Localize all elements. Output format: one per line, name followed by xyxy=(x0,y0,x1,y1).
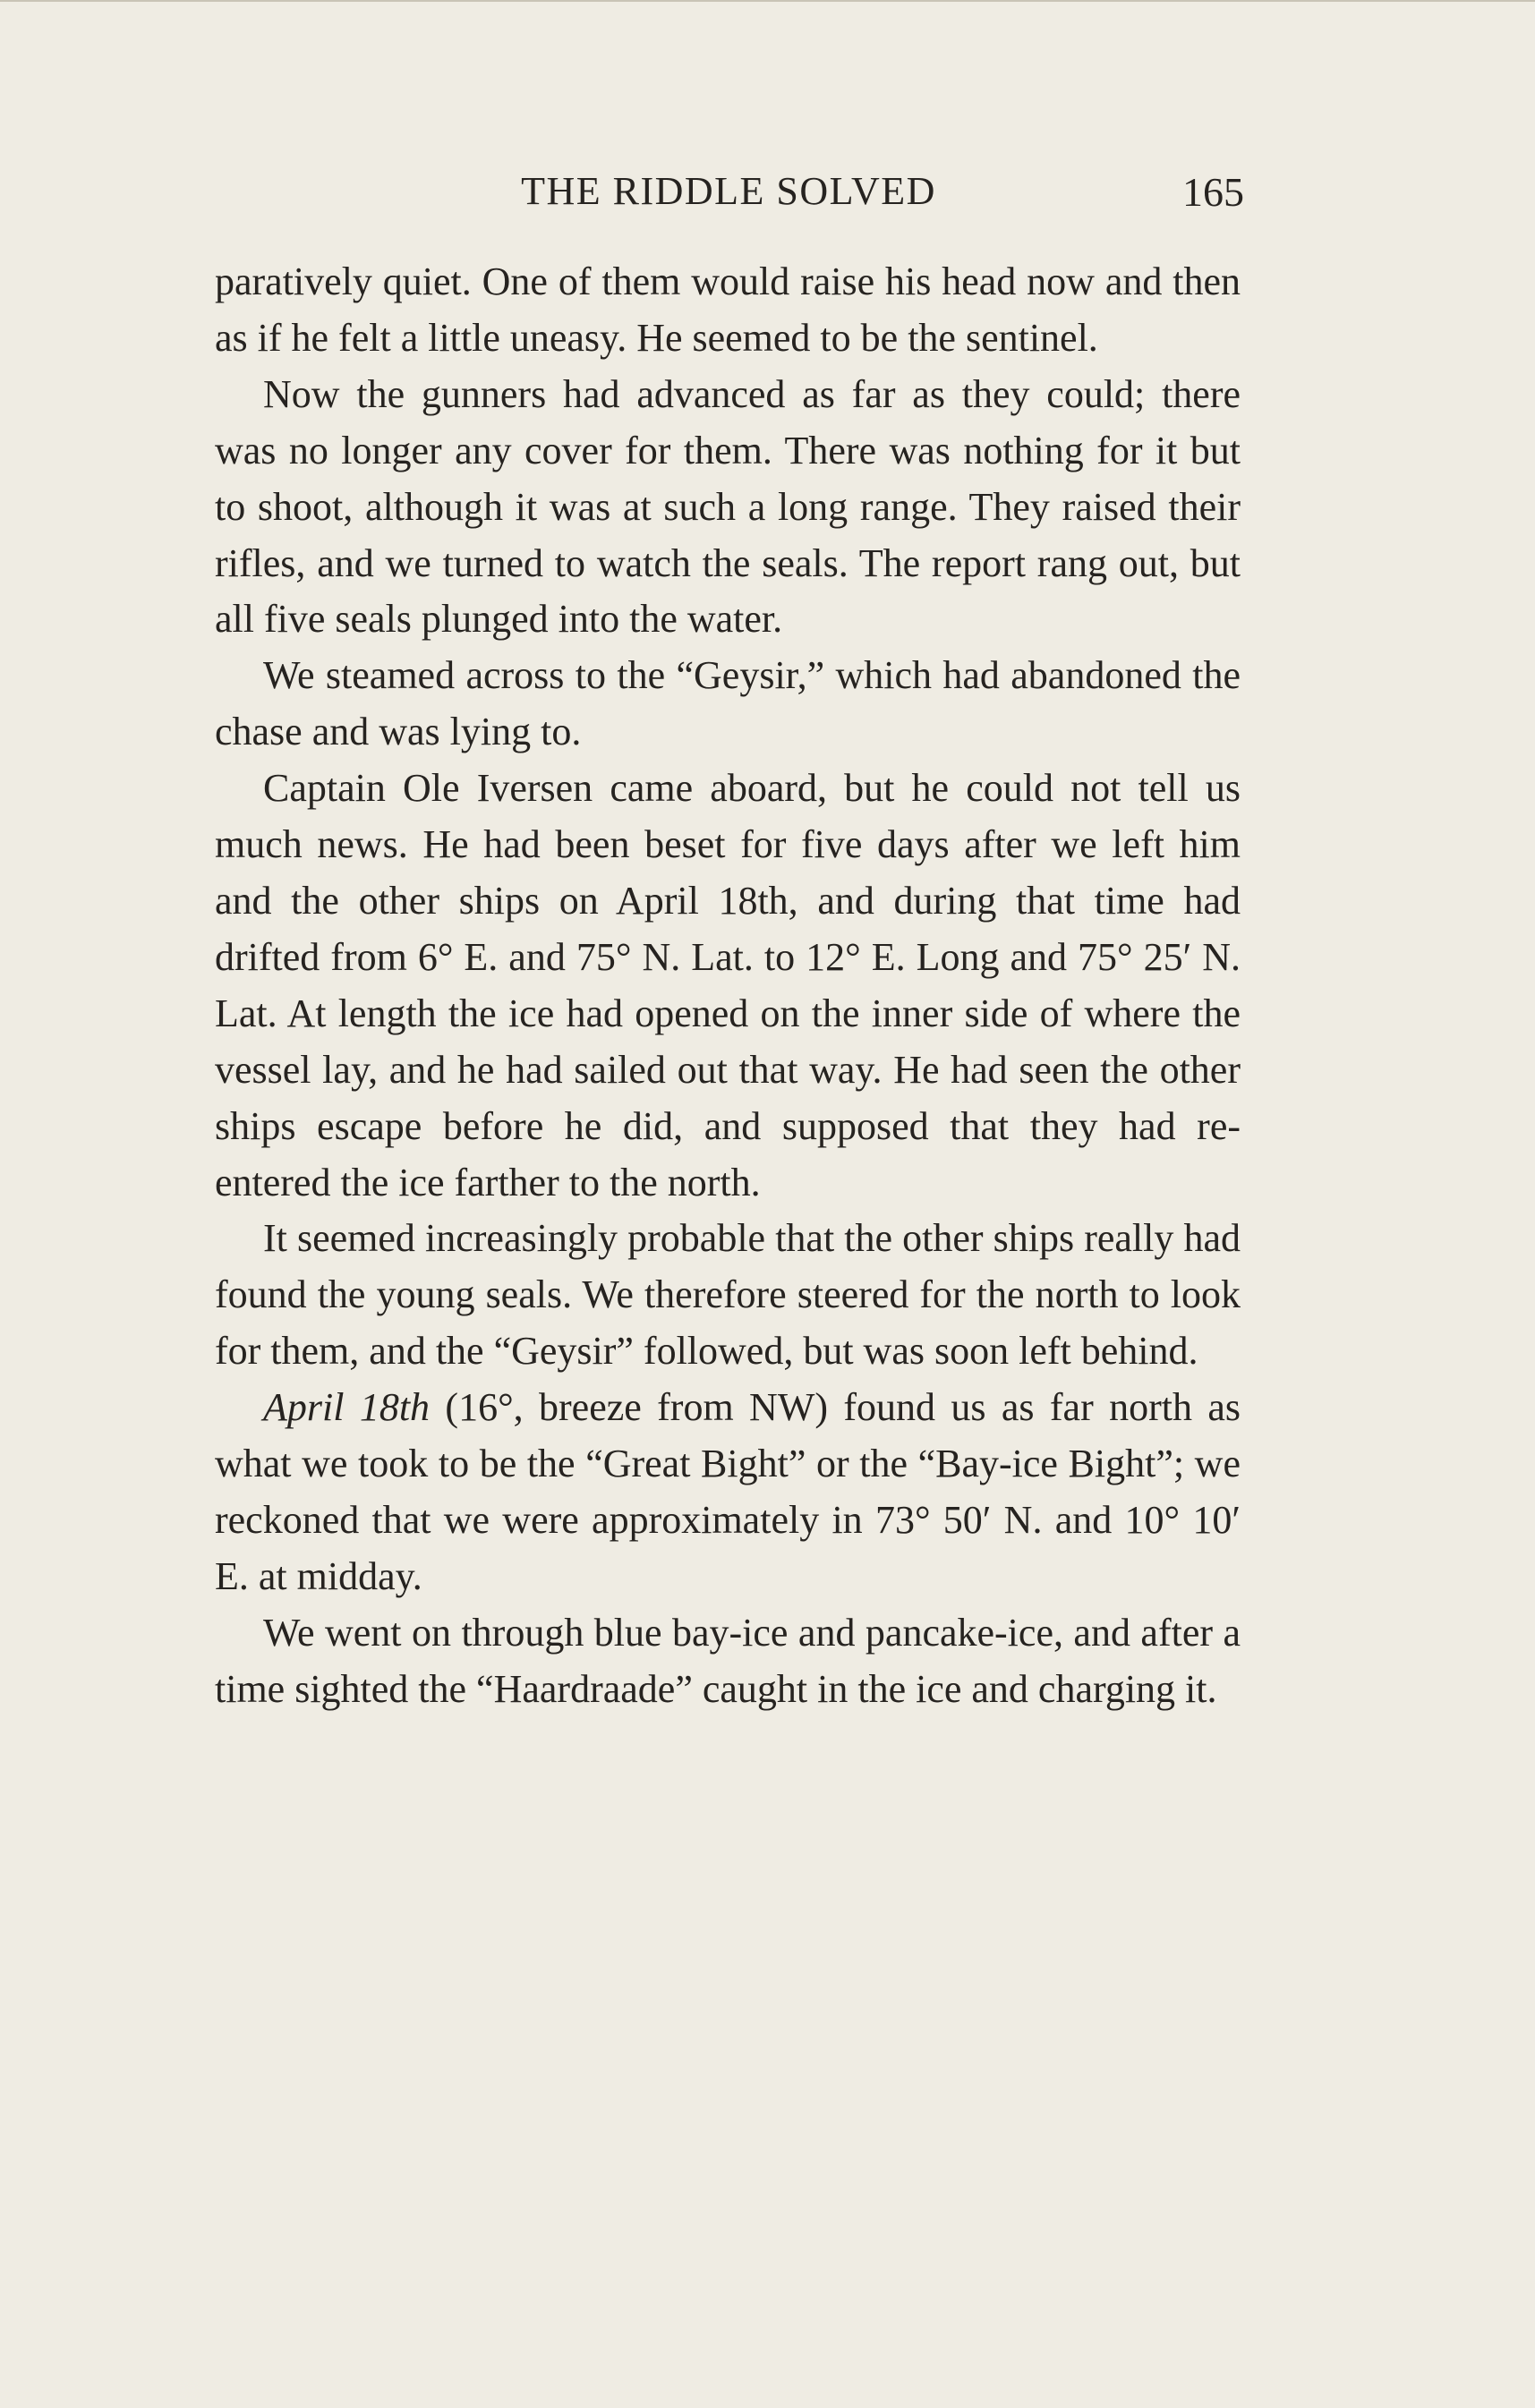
paragraph: Now the gunners had advanced as far as they could; there was no longer any cover for them. There was nothing for it but to shoot, although it was at such a long range. They raised their rifles, and we turned to watch the seals. The report rang out, but all five seals plunged into the water. xyxy=(215,371,1241,642)
paragraph: We steamed across to the “Geysir,” which had abandoned the chase and was lying to. xyxy=(215,653,1241,754)
date-lead: April 18th xyxy=(263,1385,431,1430)
running-head xyxy=(213,168,1244,222)
paragraph-dated xyxy=(215,1380,1241,1605)
page-number: 165 xyxy=(1182,169,1244,215)
paragraph: It seemed increasingly probable that the other ships really had found the young seals. We therefore steered for the north to look for them, and the “Geysir” followed, but was soon left behind. xyxy=(215,1216,1241,1374)
running-title: THE RIDDLE SOLVED xyxy=(521,169,936,213)
body-text xyxy=(215,254,1241,1718)
paragraph-text: (16°, breeze from NW) found us as far north as what we took to be the “Great Bight” or the “Bay-ice Bight”; we reckoned that we were approximately in 73° 50′ N. and 10° 10′ E. at midday. xyxy=(215,1385,1241,1598)
paragraph: paratively quiet. One of them would raise his head now and then as if he felt a little uneasy. He seemed to be the sentinel. xyxy=(215,260,1241,360)
paragraph: We went on through blue bay-ice and pancake-ice, and after a time sighted the “Haardraade” caught in the ice and charging it. xyxy=(215,1610,1241,1711)
paragraph: Captain Ole Iversen came aboard, but he could not tell us much news. He had been beset for five days after we left him and the other ships on April 18th, and during that time had drifted from 6° E. and 75° N. Lat. to 12° E. Long and 75° 25′ N. Lat. At length the ice had opened on the inner side of where the vessel lay, and he had sailed out that way. He had seen the other ships escape before he did, and supposed that they had re-entered the ice farther to the north. xyxy=(215,766,1241,1204)
